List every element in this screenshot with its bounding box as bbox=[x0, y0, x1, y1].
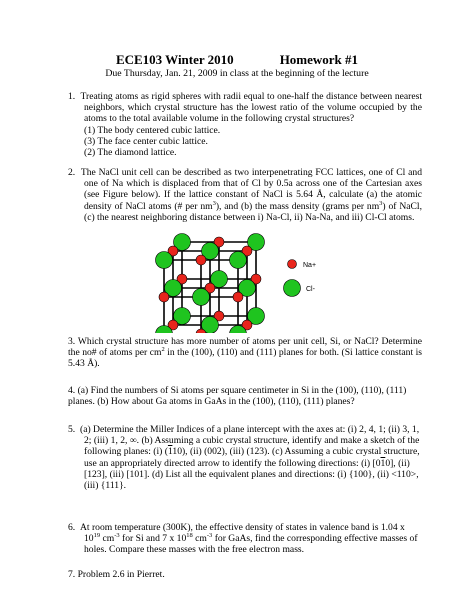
na-atom bbox=[233, 292, 243, 302]
cl-legend-label: Cl- bbox=[306, 286, 315, 293]
na-atom bbox=[196, 255, 206, 265]
na-legend-marker bbox=[288, 260, 297, 269]
question-4-text: 4. (a) Find the numbers of Si atoms per square centimeter in Si in the (100), (110), (111) planes. (b) How about Ga atoms in GaAs in the (100), (110), (111) planes? bbox=[68, 385, 407, 408]
cl-atom bbox=[193, 289, 210, 306]
question-6-text: 6. At room temperature (300K), the effective density of states in valence band is 1.04 x $10^{19}$ $cm^{-3}$ for Si and 7 x $10^{18}$ $cm^{-3}$ for GaAs, find the corresponding effective masses of holes. Compare these masses with the free electron mass. bbox=[68, 522, 418, 556]
course-title: ECE103 Winter 2010 bbox=[115, 52, 234, 67]
na-legend-label: Na+ bbox=[303, 262, 317, 269]
question-7 bbox=[68, 569, 422, 580]
na-atom bbox=[159, 292, 169, 302]
question-5-text: 5. (a) Determine the Miller Indices of a plane intercept with the axes at: (i) 2, 4, 1; (ii) 3, 1, 2; (iii) 1, 2, ∞. (b) Assuming a cubic crystal structure, identify and make a sketch of the following planes: (i) (110), (ii) (002), (iii) (123). (c) Assuming a cubic crystal structure, use an appropriately directed arrow to identify the following directions: (i) [010], (ii) [123], (iii) [101]. (d) List all the equivalent planes and directions: (i) {100}, (ii) <110>, (iii) {111}. bbox=[68, 424, 420, 492]
question-1-option: (3) The face center cubic lattice. bbox=[84, 135, 208, 147]
question-7-text: 7. Problem 2.6 in Pierret. bbox=[68, 569, 165, 580]
question-5 bbox=[68, 424, 422, 491]
question-1 bbox=[68, 91, 422, 158]
homework-title: Homework #1 bbox=[279, 52, 359, 67]
question-3 bbox=[68, 336, 422, 370]
question-2 bbox=[68, 167, 422, 223]
question-3-text: 3. Which crystal structure has more number of atoms per unit cell, Si, or NaCl? Determine the no# of atoms per $cm^2$ in the (100), (110) and (111) planes for both. (Si lattice constant is 5.43 Å). bbox=[68, 336, 422, 370]
cl-atom bbox=[230, 252, 247, 269]
question-4 bbox=[68, 385, 422, 407]
cl-legend-marker bbox=[284, 280, 301, 297]
figure-legend bbox=[279, 253, 339, 303]
question-6 bbox=[68, 522, 422, 556]
question-1-text: 1. Treating atoms as rigid spheres with radii equal to one-half the distance between nearest neighbors, which crystal structure has the lowest ratio of the volume occupied by the atoms to the total available volume in the following crystal structures? bbox=[68, 91, 422, 125]
cl-atom bbox=[156, 252, 173, 269]
nacl-lattice-figure bbox=[152, 229, 274, 333]
question-1-option: (1) The body centered cubic lattice. bbox=[84, 124, 221, 136]
document-title bbox=[0, 52, 474, 67]
question-1-option: (2) The diamond lattice. bbox=[84, 147, 177, 159]
due-date: Due Thursday, Jan. 21, 2009 in class at the beginning of the lecture bbox=[105, 68, 369, 79]
question-2-text: 2. The NaCl unit cell can be described as two interpenetrating FCC lattices, one of Cl and one of Na which is displaced from that of Cl by 0.5a across one of the Cartesian axes (see Figure below). If the lattice constant of NaCl is 5.64 Å, calculate (a) the atomic density of NaCl atoms (# per $nm^3$), and (b) the mass density (grams per $nm^3$) of NaCl, (c) the nearest neighboring distance between i) Na-Cl, ii) Na-Na, and iii) Cl-Cl atoms. bbox=[68, 167, 423, 223]
